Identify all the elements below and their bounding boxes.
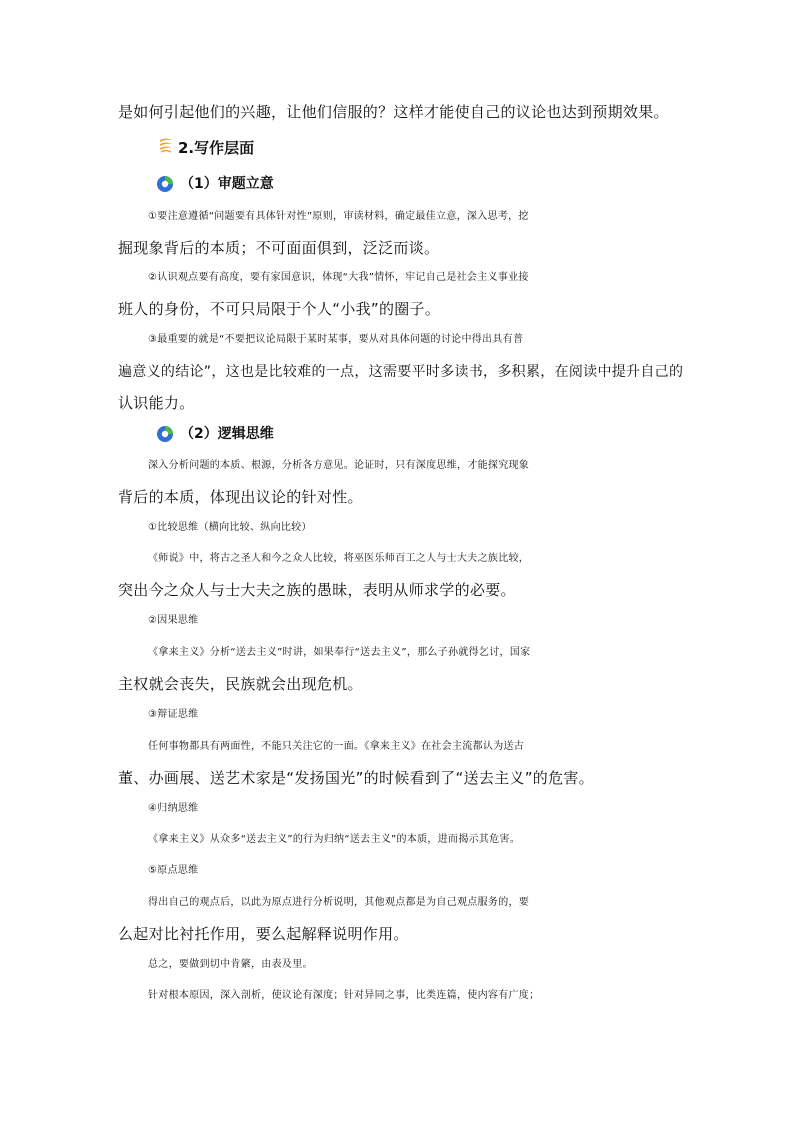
pie-chart-icon xyxy=(156,175,174,193)
sub-heading-title: （1）审题立意 xyxy=(180,176,274,192)
text-line: 任何事物都具有两面性，不能只关注它的一面。《拿来主义》在社会主流都认为送古 xyxy=(148,741,525,752)
text-line: 遍意义的结论”，这也是比较难的一点，这需要平时多读书，多积累，在阅读中提升自己的 xyxy=(118,364,684,380)
text-line: 主权就会丧失，民族就会出现危机。 xyxy=(118,675,363,693)
sub-heading-title: （2）逻辑思维 xyxy=(180,426,274,442)
text-line: ①要注意遵循“问题要有具体针对性”原则，审读材料，确定最佳立意，深入思考，挖 xyxy=(148,211,529,222)
text-line: 《拿来主义》分析“送去主义”时讲，如果奉行“送去主义”，那么子孙就得乞讨，国家 xyxy=(148,647,531,658)
text-line: 是如何引起他们的兴趣，让他们信服的？这样才能使自己的议论也达到预期效果。 xyxy=(118,103,669,121)
section-heading xyxy=(158,136,254,159)
section-title: 2.写作层面 xyxy=(178,138,255,157)
text-line: 《师说》中，将古之圣人和今之众人比较，将巫医乐师百工之人与士大夫之族比较， xyxy=(148,553,530,564)
text-line: 背后的本质，体现出议论的针对性。 xyxy=(118,488,363,506)
text-line: 突出今之众人与士大夫之族的愚昧，表明从师求学的必要。 xyxy=(118,581,516,599)
sub-heading-2 xyxy=(156,424,274,444)
text-line: 认识能力。 xyxy=(118,394,195,412)
text-line: 班人的身份，不可只局限于个人“小我”的圈子。 xyxy=(118,300,441,318)
text-line: 《拿来主义》从众多“送去主义”的行为归纳“送去主义”的本质，进而揭示其危害。 xyxy=(148,834,521,845)
sub-heading-1 xyxy=(156,174,274,194)
text-line: 深入分析问题的本质、根源，分析各方意见。论证时，只有深度思维，才能探究现象 xyxy=(148,460,530,471)
wheat-stack-icon xyxy=(158,136,174,159)
text-line: 针对根本原因，深入剖析，使议论有深度；针对异同之事，比类连篇，使内容有广度； xyxy=(148,990,540,1001)
text-line: 掘现象背后的本质；不可面面俱到，泛泛而谈。 xyxy=(118,239,440,257)
text-line: 总之，要做到切中肯綮，由表及里。 xyxy=(148,959,313,970)
pie-chart-icon xyxy=(156,425,174,443)
text-line: 么起对比衬托作用，要么起解释说明作用。 xyxy=(118,925,409,943)
text-line: 董、办画展、送艺术家是“发扬国光”的时候看到了“送去主义”的危害。 xyxy=(118,769,594,787)
text-line: ⑤原点思维 xyxy=(148,865,199,876)
text-line: ④归纳思维 xyxy=(148,803,199,814)
text-line: ③辩证思维 xyxy=(148,709,199,720)
text-line: ②认识观点要有高度，要有家国意识，体现“大我”情怀，牢记自己是社会主义事业接 xyxy=(148,272,529,283)
text-line: ①比较思维（横向比较、纵向比较） xyxy=(148,522,312,533)
text-line: ②因果思维 xyxy=(148,615,199,626)
text-line: 得出自己的观点后，以此为原点进行分析说明，其他观点都是为自己观点服务的，要 xyxy=(148,897,530,908)
text-line: ③最重要的就是“不要把议论局限于某时某事，要从对具体问题的讨论中得出具有普 xyxy=(148,334,524,345)
